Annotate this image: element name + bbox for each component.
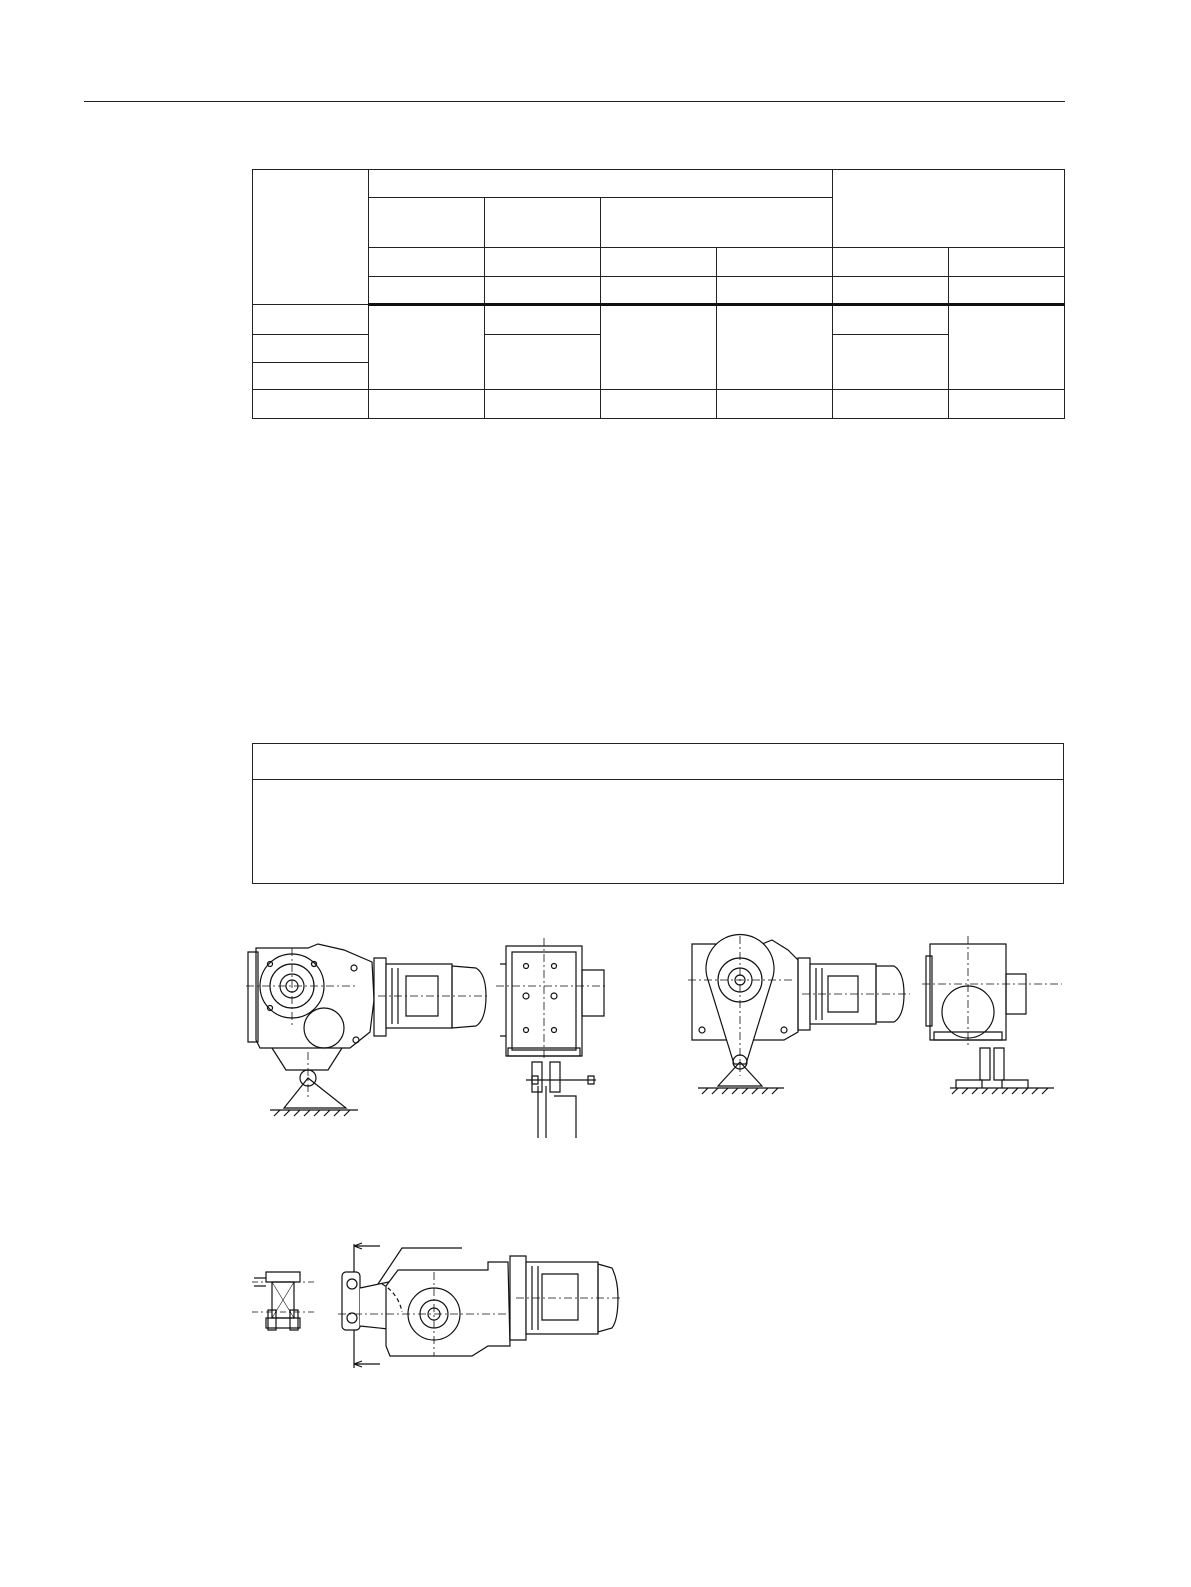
gear-motor-foot-mounted-front-view — [496, 936, 608, 1140]
table-header-cell — [369, 170, 833, 198]
table-header-cell — [833, 248, 949, 277]
table-header-cell — [369, 198, 485, 248]
torque-arm-bracket-detail — [252, 1266, 316, 1336]
note-box-title — [253, 744, 1063, 780]
table-cell — [833, 390, 949, 419]
table-cell — [949, 390, 1065, 419]
table-cell — [253, 390, 369, 419]
table-header-cell — [601, 198, 833, 248]
gear-motor-torque-arm-front-view — [922, 936, 1062, 1100]
table-header-cell — [949, 277, 1065, 305]
table-header-cell — [485, 198, 601, 248]
table-header-cell — [601, 248, 717, 277]
table-cell — [253, 335, 369, 363]
table-header-cell — [949, 248, 1065, 277]
table-cell — [601, 305, 717, 390]
table-cell — [253, 363, 369, 390]
table-cell — [833, 335, 949, 390]
table-header-cell — [717, 277, 833, 305]
gear-motor-torque-arm-mounting-view — [338, 1240, 620, 1372]
table-cell — [717, 305, 833, 390]
spec-table — [252, 169, 1065, 419]
table-cell — [485, 305, 601, 335]
table-header-cell — [253, 170, 369, 305]
table-header-cell — [833, 170, 1065, 248]
table-cell — [601, 390, 717, 419]
table-header-cell — [601, 277, 717, 305]
gear-motor-foot-mounted-side-view — [246, 940, 490, 1120]
table-header-cell — [833, 277, 949, 305]
gear-motor-torque-arm-side-view — [688, 936, 910, 1100]
table-cell — [485, 335, 601, 390]
table-header-cell — [369, 277, 485, 305]
table-cell — [369, 390, 485, 419]
table-cell — [949, 305, 1065, 390]
note-box — [252, 743, 1064, 884]
note-box-body — [253, 780, 1063, 796]
table-header-cell — [717, 248, 833, 277]
header-rule — [84, 101, 1065, 102]
table-header-cell — [485, 248, 601, 277]
table-cell — [369, 305, 485, 390]
table-cell — [717, 390, 833, 419]
table-header-cell — [369, 248, 485, 277]
table-header-cell — [485, 277, 601, 305]
table-cell — [833, 305, 949, 335]
table-cell — [485, 390, 601, 419]
table-cell — [253, 305, 369, 335]
